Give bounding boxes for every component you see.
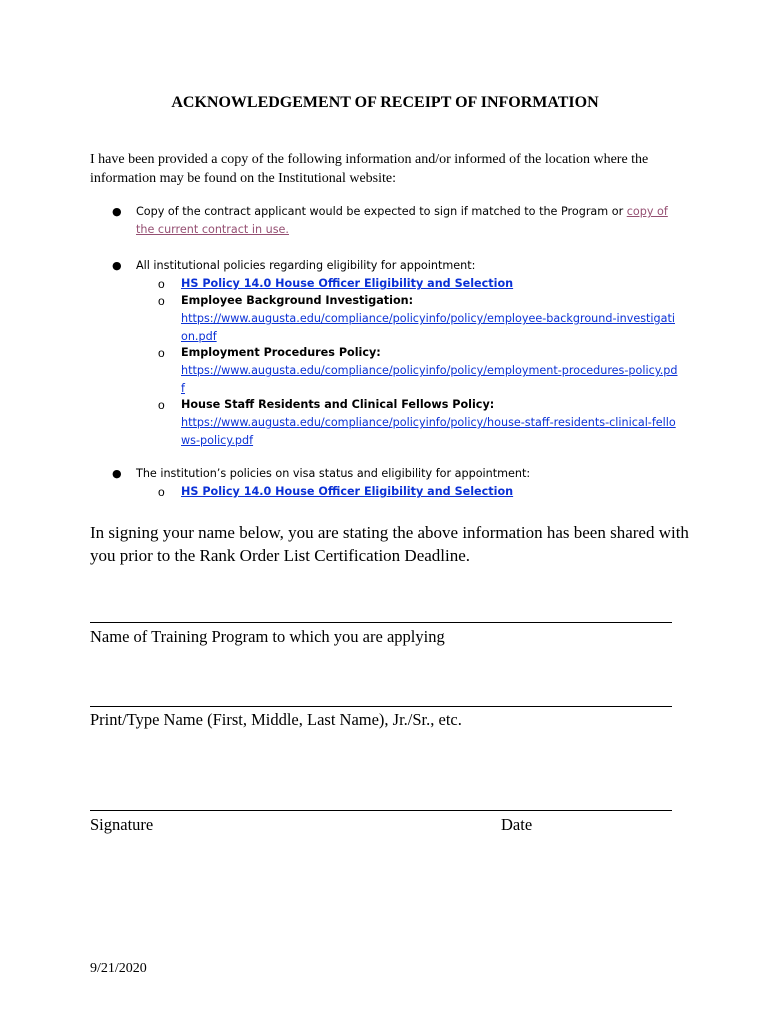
footer-date: 9/21/2020 bbox=[90, 961, 147, 976]
bullet-institutional-policies bbox=[112, 257, 677, 275]
name-field-label: Print/Type Name (First, Middle, Last Name), Jr./Sr., etc. bbox=[90, 710, 462, 729]
sub-item-house-staff bbox=[158, 396, 678, 450]
background-label: Employee Background Investigation: bbox=[181, 294, 414, 307]
intro-text: I have been provided a copy of the following information and/or informed of the location where the information may be found on the Institutional website: bbox=[90, 152, 649, 186]
sub-bullet-icon: o bbox=[158, 398, 165, 412]
name-signature-line[interactable] bbox=[90, 706, 672, 707]
sub-item-background bbox=[158, 292, 678, 346]
program-field-label: Name of Training Program to which you are applying bbox=[90, 627, 445, 646]
signature-field-label: Signature bbox=[90, 815, 154, 834]
sub-item-hs-policy-visa bbox=[158, 483, 678, 501]
sub-bullet-icon: o bbox=[158, 294, 165, 308]
bullet-institutional-policies-text: All institutional policies regarding eligibility for appointment: bbox=[136, 259, 476, 272]
hs-policy-link[interactable]: HS Policy 14.0 House Officer Eligibility and Selection bbox=[181, 277, 514, 290]
program-signature-line[interactable] bbox=[90, 622, 672, 623]
sub-bullet-icon: o bbox=[158, 485, 165, 499]
signature-line[interactable] bbox=[90, 810, 672, 811]
sub-item-employment bbox=[158, 344, 678, 398]
sub-item-hs-policy bbox=[158, 275, 678, 293]
hs-policy-visa-link[interactable]: HS Policy 14.0 House Officer Eligibility and Selection bbox=[181, 485, 514, 498]
bullet-icon: ● bbox=[112, 467, 122, 480]
bullet-icon: ● bbox=[112, 205, 122, 218]
document-title: ACKNOWLEDGEMENT OF RECEIPT OF INFORMATION bbox=[171, 94, 599, 111]
bullet-contract-text bbox=[136, 203, 677, 239]
bullet-contract-label: Copy of the contract applicant would be expected to sign if matched to the Program or bbox=[136, 205, 627, 218]
current-contract-link[interactable]: copy of the current contract in use. bbox=[136, 205, 668, 236]
house-staff-policy-link[interactable]: https://www.augusta.edu/compliance/policyinfo/policy/house-staff-residents-clinical-fellows-policy.pdf bbox=[181, 416, 676, 447]
bullet-visa-policies bbox=[112, 465, 677, 483]
employment-policy-link[interactable]: https://www.augusta.edu/compliance/policyinfo/policy/employment-procedures-policy.pdf bbox=[181, 364, 678, 395]
bullet-contract bbox=[112, 203, 677, 239]
background-policy-link[interactable]: https://www.augusta.edu/compliance/policyinfo/policy/employee-background-investigation.pdf bbox=[181, 312, 675, 343]
signing-statement: In signing your name below, you are stating the above information has been shared with you prior to the Rank Order List Certification Deadline. bbox=[90, 523, 689, 565]
bullet-visa-policies-text: The institution’s policies on visa status and eligibility for appointment: bbox=[136, 467, 531, 480]
employment-label: Employment Procedures Policy: bbox=[181, 346, 381, 359]
sub-bullet-icon: o bbox=[158, 277, 165, 291]
bullet-icon: ● bbox=[112, 259, 122, 272]
sub-bullet-icon: o bbox=[158, 346, 165, 360]
intro-paragraph bbox=[90, 150, 690, 188]
house-staff-label: House Staff Residents and Clinical Fellows Policy: bbox=[181, 398, 495, 411]
date-field-label: Date bbox=[501, 815, 533, 834]
